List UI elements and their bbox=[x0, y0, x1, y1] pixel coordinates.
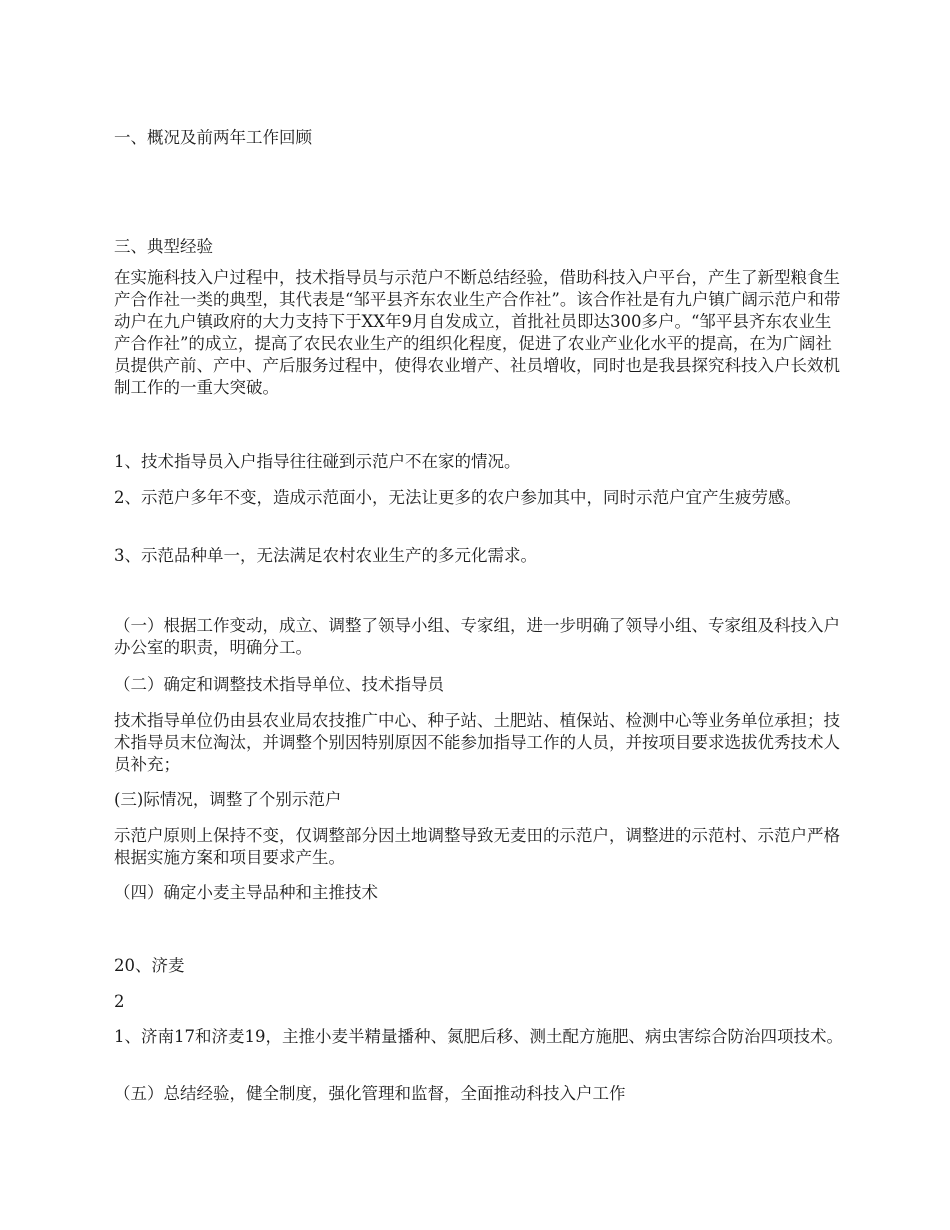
subsection-heading: （二）确定和调整技术指导单位、技术指导员 bbox=[114, 675, 444, 694]
subsection-heading: （五）总结经验，健全制度，强化管理和监督，全面推动科技入户工作 bbox=[114, 1084, 626, 1103]
body-line: 20、济麦 bbox=[114, 956, 185, 975]
subsection-heading: (三)际情况，调整了个别示范户 bbox=[114, 790, 342, 809]
list-item: 1、技术指导员入户指导往往碰到示范户不在家的情况。 bbox=[114, 452, 521, 471]
body-line: 2 bbox=[114, 992, 125, 1011]
body-paragraph: （一）根据工作变动，成立、调整了领导小组、专家组，进一步明确了领导小组、专家组及科技入户办公室的职责，明确分工。 bbox=[114, 616, 840, 657]
list-item: 3、示范品种单一，无法满足农村农业生产的多元化需求。 bbox=[114, 546, 537, 565]
body-paragraph: 在实施科技入户过程中，技术指导员与示范户不断总结经验，借助科技入户平台，产生了新型粮食生产合作社一类的典型，其代表是“邹平县齐东农业生产合作社”。该合作社是有九户镇广阔示范户和带动户在九户镇政府的大力支持下于XX年9月自发成立，首批社员即达300多户。“邹平县齐东农业生产合作社”的成立，提高了农民农业生产的组织化程度，促进了农业产业化水平的提高，在为广阔社员提供产前、产中、产后服务过程中，使得农业增产、社员增收，同时也是我县探究科技入户长效机制工作的一重大突破。 bbox=[114, 268, 841, 397]
body-paragraph: 1、济南17和济麦19，主推小麦半精量播种、氮肥后移、测土配方施肥、病虫害综合防治四项技术。 bbox=[114, 1027, 843, 1046]
body-paragraph: 示范户原则上保持不变，仅调整部分因土地调整导致无麦田的示范户，调整进的示范村、示范户严格根据实施方案和项目要求产生。 bbox=[114, 826, 840, 867]
body-paragraph: 技术指导单位仍由县农业局农技推广中心、种子站、土肥站、植保站、检测中心等业务单位承担；技术指导员末位淘汰，并调整个别因特别原因不能参加指导工作的人员，并按项目要求选拔优秀技术人员补充； bbox=[114, 711, 840, 774]
list-item: 2、示范户多年不变，造成示范面小，无法让更多的农户参加其中，同时示范户宜产生疲劳感。 bbox=[114, 488, 801, 507]
section-heading: 三、典型经验 bbox=[114, 237, 213, 256]
subsection-heading: （四）确定小麦主导品种和主推技术 bbox=[114, 883, 378, 902]
section-heading: 一、概况及前两年工作回顾 bbox=[114, 128, 312, 147]
